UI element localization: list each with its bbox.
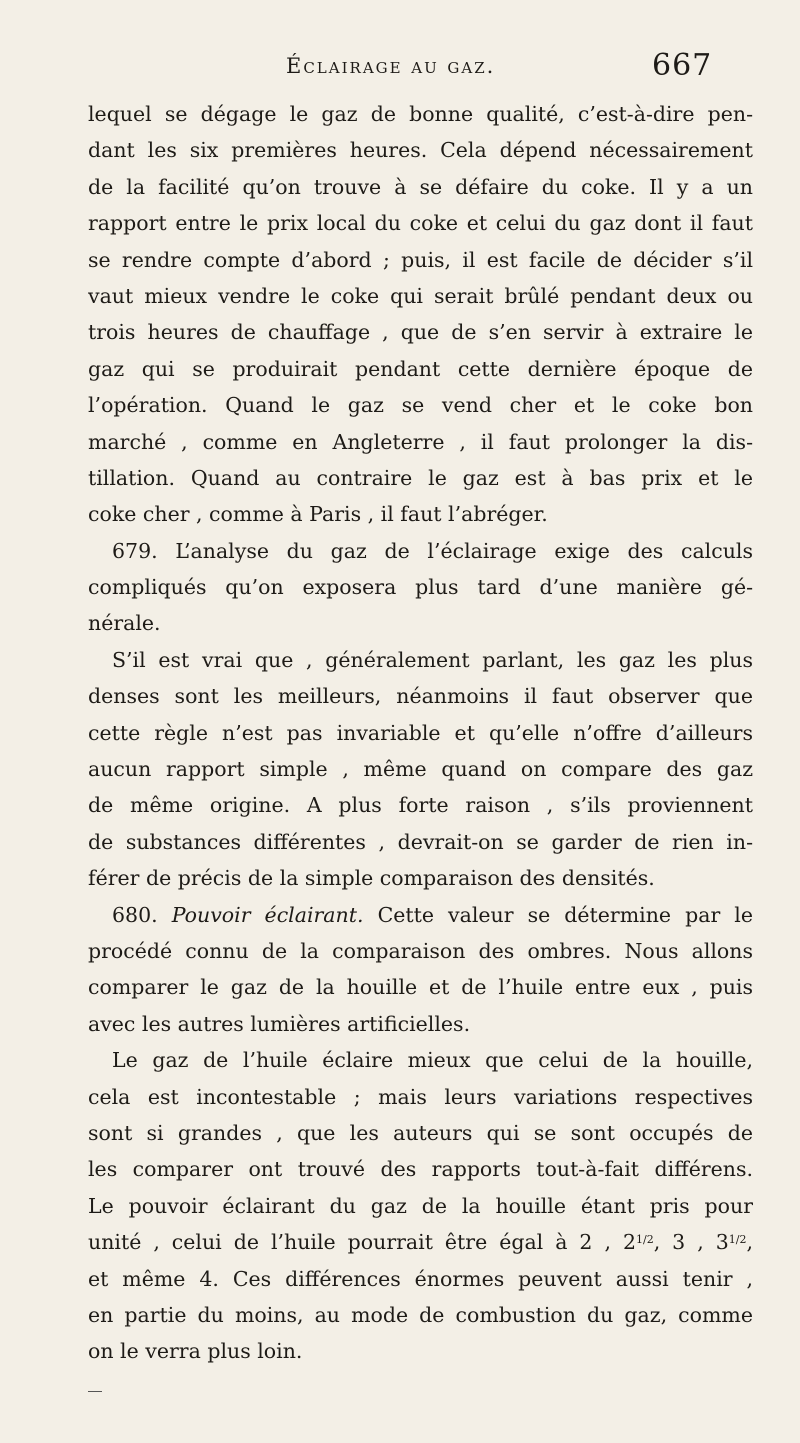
text-line: tillation. Quand au contraire le gaz est à bas prix et le [88, 465, 753, 490]
text-line: férer de précis de la simple comparaison des densités. [88, 866, 655, 891]
section-heading: Pouvoir éclairant. [171, 902, 364, 927]
text-line: l’opération. Quand le gaz se vend cher et le coke bon [88, 393, 753, 418]
text-line: dant les six premières heures. Cela dépend nécessairement [88, 138, 753, 163]
text-line: gaz qui se produirait pendant cette dernière époque de [88, 356, 753, 381]
text-run: , [746, 1230, 753, 1255]
text-line: se rendre compte d’abord ; puis, il est facile de décider s’il [88, 247, 753, 272]
text-line: comparer le gaz de la houille et de l’huile entre eux , puis [88, 975, 753, 1000]
text-line: trois heures de chauffage , que de s’en servir à extraire le [88, 320, 753, 345]
text-line: coke cher , comme à Paris , il faut l’abréger. [88, 502, 548, 527]
text-line: de substances différentes , devrait-on se garder de rien in- [88, 829, 753, 854]
text-line: de la facilité qu’on trouve à se défaire du coke. Il y a un [88, 174, 753, 199]
end-rule [88, 1391, 102, 1392]
text-line: denses sont les meilleurs, néanmoins il faut observer que [88, 684, 753, 709]
text-line: on le verra plus loin. [88, 1339, 303, 1364]
text-line: aucun rapport simple , même quand on compare des gaz [88, 757, 753, 782]
text-line: cette règle n’est pas invariable et qu’elle n’offre d’ailleurs [88, 720, 753, 745]
text-line: lequel se dégage le gaz de bonne qualité, c’est-à-dire pen- [88, 102, 753, 126]
page-number: 667 [652, 48, 713, 83]
text-line: compliqués qu’on exposera plus tard d’une manière gé- [88, 575, 753, 600]
text-line: les comparer ont trouvé des rapports tout-à-fait différens. [88, 1157, 753, 1182]
body-text [88, 96, 753, 1370]
text-line: rapport entre le prix local du coke et celui du gaz dont il faut [88, 211, 753, 236]
text-line: cela est incontestable ; mais leurs variations respectives [88, 1084, 753, 1109]
text-run: , 3 , 3 [653, 1230, 729, 1255]
text-line: et même 4. Ces différences énormes peuvent aussi tenir , [88, 1266, 753, 1291]
text-line: procédé connu de la comparaison des ombres. Nous allons [88, 938, 753, 963]
text-line: sont si grandes , que les auteurs qui se sont occupés de [88, 1120, 753, 1145]
text-line: marché , comme en Angleterre , il faut prolonger la dis- [88, 429, 753, 454]
paragraph-679-start: 679. L’analyse du gaz de l’éclairage exige des calculs [112, 538, 753, 563]
text-line: nérale. [88, 611, 161, 636]
page-header [0, 48, 800, 96]
fraction-half: 1/2 [635, 1233, 654, 1247]
text-run: Cette valeur se détermine par le [377, 902, 753, 927]
fraction-half: 1/2 [728, 1233, 747, 1247]
text-line: en partie du moins, au mode de combustion du gaz, comme [88, 1302, 753, 1327]
text-line: vaut mieux vendre le coke qui serait brûlé pendant deux ou [88, 283, 753, 308]
paragraph-680-start [88, 897, 753, 933]
text-line: avec les autres lumières artificielles. [88, 1011, 471, 1036]
running-title: Éclairage au gaz. [286, 54, 496, 78]
text-line: de même origine. A plus forte raison , s’ils proviennent [88, 793, 753, 818]
text-run: unité , celui de l’huile pourrait être égal à 2 , 2 [88, 1230, 636, 1255]
text-line-with-fractions [88, 1224, 753, 1260]
paragraph-start: Le gaz de l’huile éclaire mieux que celui de la houille, [112, 1048, 753, 1073]
section-number: 680. [112, 902, 158, 927]
text-line: Le pouvoir éclairant du gaz de la houille étant pris pour [88, 1193, 753, 1218]
paragraph-start: S’il est vrai que , généralement parlant, les gaz les plus [112, 647, 753, 672]
